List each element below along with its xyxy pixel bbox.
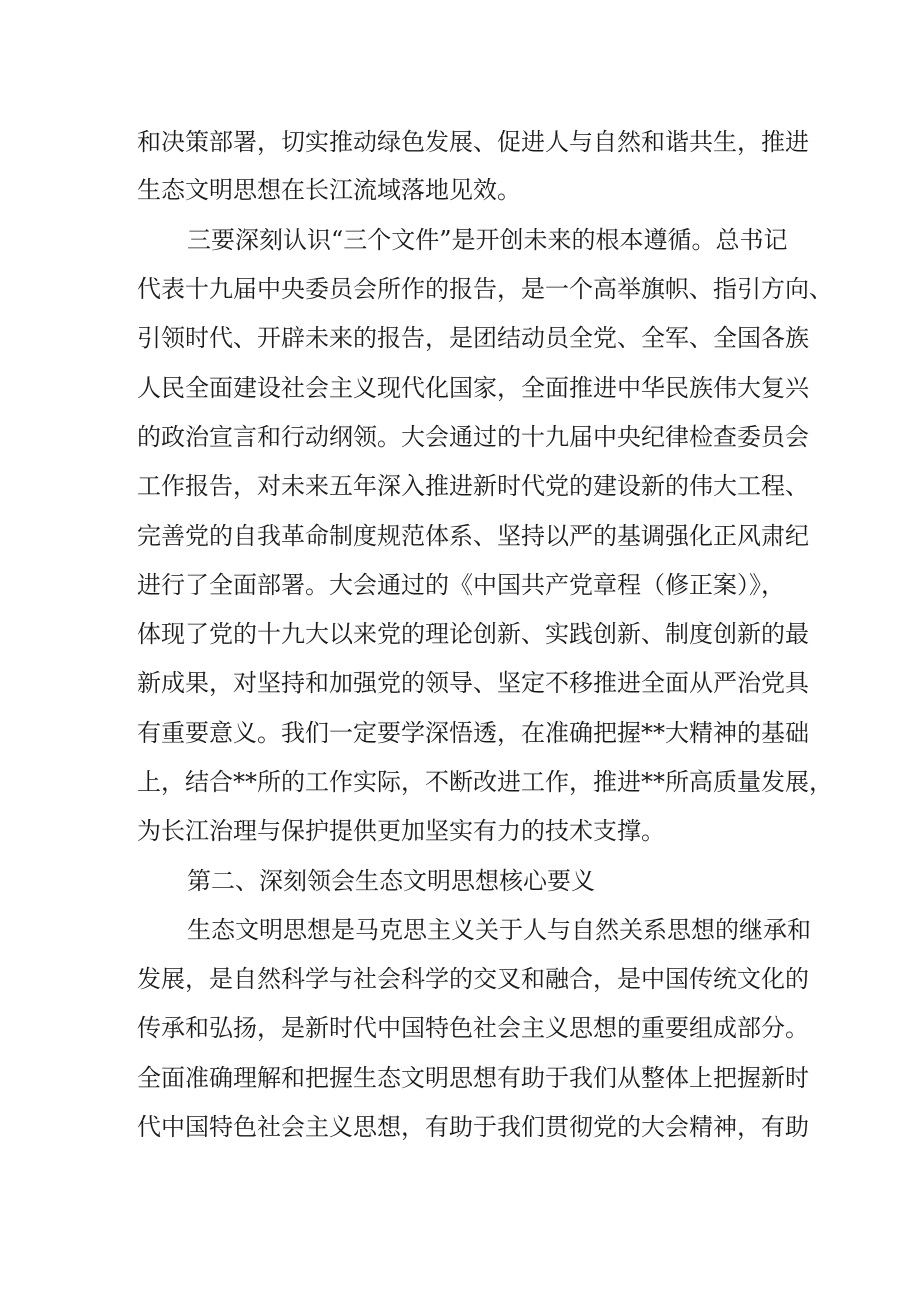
section-heading: 第二、深刻领会生态文明思想核心要义 — [187, 867, 595, 895]
paragraph-first-line: 生态文明思想是马克思主义关于人与自然关系思想的继承和 — [187, 916, 811, 944]
body-text-line: 生态文明思想在长江流域落地见效。 — [137, 176, 521, 204]
body-text-line: 发展，是自然科学与社会科学的交叉和融合，是中国传统文化的 — [137, 965, 809, 993]
body-text-line: 的政治宣言和行动纲领。大会通过的十九届中央纪律检查委员会 — [137, 423, 809, 451]
body-text-line: 和决策部署，切实推动绿色发展、促进人与自然和谐共生，推进 — [137, 128, 809, 156]
body-text-line: 新成果，对坚持和加强党的领导、坚定不移推进全面从严治党具 — [137, 669, 809, 697]
body-text-line: 引领时代、开辟未来的报告，是团结动员全党、全军、全国各族 — [137, 324, 809, 352]
body-text-line: 工作报告，对未来五年深入推进新时代党的建设新的伟大工程、 — [137, 472, 809, 500]
paragraph-first-line: 三要深刻认识“三个文件”是开创未来的根本遵循。总书记 — [187, 226, 788, 254]
body-text-line: 代表十九届中央委员会所作的报告，是一个高举旗帜、指引方向、 — [137, 275, 833, 303]
body-text-line: 体现了党的十九大以来党的理论创新、实践创新、制度创新的最 — [137, 620, 809, 648]
body-text-line: 人民全面建设社会主义现代化国家，全面推进中华民族伟大复兴 — [137, 374, 809, 402]
body-text-line: 上，结合**所的工作实际，不断改进工作，推进**所高质量发展， — [137, 768, 833, 796]
body-text-line: 有重要意义。我们一定要学深悟透，在准确把握**大精神的基础 — [137, 719, 809, 747]
body-text-line: 传承和弘扬，是新时代中国特色社会主义思想的重要组成部分。 — [137, 1014, 809, 1042]
body-text-line: 全面准确理解和把握生态文明思想有助于我们从整体上把握新时 — [137, 1064, 809, 1092]
body-text-line: 完善党的自我革命制度规范体系、坚持以严的基调强化正风肃纪 — [137, 522, 809, 550]
body-text-line: 代中国特色社会主义思想，有助于我们贯彻党的大会精神，有助 — [137, 1113, 809, 1141]
body-text-line: 为长江治理与保护提供更加坚实有力的技术支撑。 — [137, 817, 665, 845]
body-text-line: 进行了全面部署。大会通过的《中国共产党章程（修正案）》， — [137, 571, 785, 599]
